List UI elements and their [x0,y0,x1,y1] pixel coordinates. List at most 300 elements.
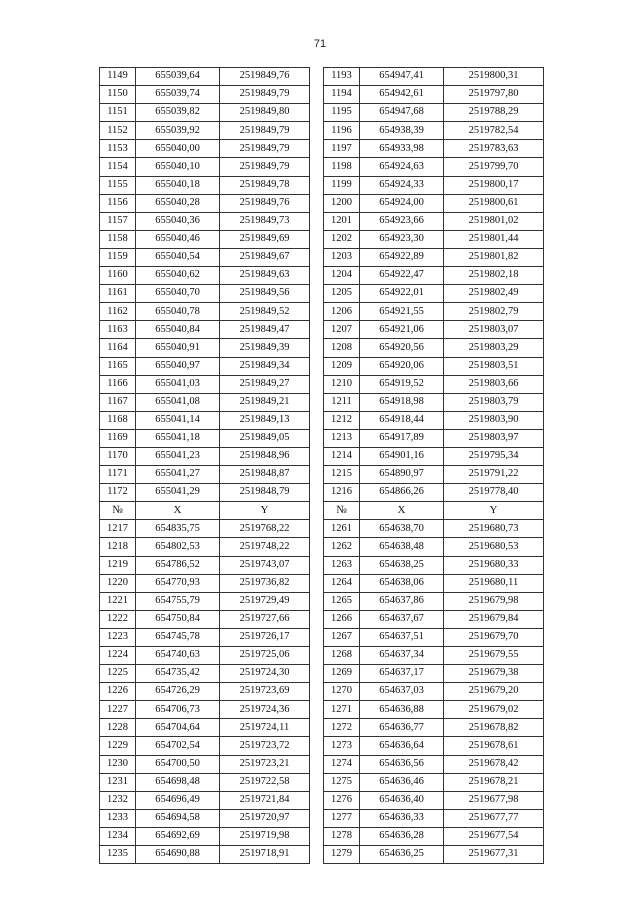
column-gap [310,140,324,158]
point-number-cell: 1227 [100,701,136,719]
table-row [100,86,544,104]
y-coordinate-cell: 2519803,07 [444,321,544,339]
y-coordinate-cell: 2519721,84 [220,791,310,809]
x-coordinate-cell: 654726,29 [136,683,220,701]
point-number-cell: 1193 [324,68,360,86]
table-row [100,484,544,502]
x-coordinate-cell: 654947,68 [360,104,444,122]
header-x: X [136,502,220,520]
column-gap [310,809,324,827]
point-number-cell: 1215 [324,466,360,484]
table-row [100,447,544,465]
x-coordinate-cell: 654922,01 [360,285,444,303]
x-coordinate-cell: 654750,84 [136,610,220,628]
x-coordinate-cell: 655039,64 [136,68,220,86]
y-coordinate-cell: 2519679,38 [444,665,544,683]
x-coordinate-cell: 654636,77 [360,719,444,737]
point-number-cell: 1270 [324,683,360,701]
x-coordinate-cell: 654636,40 [360,791,444,809]
y-coordinate-cell: 2519849,63 [220,267,310,285]
y-coordinate-cell: 2519768,22 [220,520,310,538]
y-coordinate-cell: 2519729,49 [220,592,310,610]
column-gap [310,665,324,683]
x-coordinate-cell: 654636,25 [360,846,444,864]
y-coordinate-cell: 2519677,98 [444,791,544,809]
x-coordinate-cell: 654636,28 [360,827,444,845]
x-coordinate-cell: 655040,00 [136,140,220,158]
y-coordinate-cell: 2519680,11 [444,574,544,592]
y-coordinate-cell: 2519849,34 [220,357,310,375]
table-row [100,140,544,158]
point-number-cell: 1275 [324,773,360,791]
point-number-cell: 1159 [100,248,136,266]
header-y: Y [220,502,310,520]
y-coordinate-cell: 2519719,98 [220,827,310,845]
y-coordinate-cell: 2519724,11 [220,719,310,737]
column-gap [310,484,324,502]
y-coordinate-cell: 2519748,22 [220,538,310,556]
x-coordinate-cell: 654920,06 [360,357,444,375]
x-coordinate-cell: 655041,14 [136,411,220,429]
y-coordinate-cell: 2519849,21 [220,393,310,411]
y-coordinate-cell: 2519677,31 [444,846,544,864]
x-coordinate-cell: 654923,30 [360,230,444,248]
column-gap [310,610,324,628]
x-coordinate-cell: 654696,49 [136,791,220,809]
x-coordinate-cell: 655040,36 [136,212,220,230]
x-coordinate-cell: 654637,67 [360,610,444,628]
x-coordinate-cell: 654638,06 [360,574,444,592]
point-number-cell: 1203 [324,248,360,266]
point-number-cell: 1218 [100,538,136,556]
x-coordinate-cell: 654755,79 [136,592,220,610]
point-number-cell: 1228 [100,719,136,737]
header-y: Y [444,502,544,520]
x-coordinate-cell: 654636,46 [360,773,444,791]
point-number-cell: 1171 [100,466,136,484]
table-row [100,665,544,683]
y-coordinate-cell: 2519679,20 [444,683,544,701]
table-row [100,104,544,122]
y-coordinate-cell: 2519800,61 [444,194,544,212]
point-number-cell: 1279 [324,846,360,864]
x-coordinate-cell: 655040,54 [136,248,220,266]
y-coordinate-cell: 2519800,17 [444,176,544,194]
point-number-cell: 1267 [324,628,360,646]
column-gap [310,68,324,86]
x-coordinate-cell: 655040,18 [136,176,220,194]
x-coordinate-cell: 654692,69 [136,827,220,845]
point-number-cell: 1217 [100,520,136,538]
column-gap [310,375,324,393]
point-number-cell: 1164 [100,339,136,357]
point-number-cell: 1152 [100,122,136,140]
column-gap [310,502,324,520]
table-row [100,809,544,827]
x-coordinate-cell: 654917,89 [360,429,444,447]
column-gap [310,285,324,303]
point-number-cell: 1172 [100,484,136,502]
y-coordinate-cell: 2519677,77 [444,809,544,827]
point-number-cell: 1198 [324,158,360,176]
y-coordinate-cell: 2519801,02 [444,212,544,230]
point-number-cell: 1271 [324,701,360,719]
point-number-cell: 1149 [100,68,136,86]
x-coordinate-cell: 654636,64 [360,737,444,755]
x-coordinate-cell: 654637,86 [360,592,444,610]
y-coordinate-cell: 2519791,22 [444,466,544,484]
table-row [100,846,544,864]
table-row [100,701,544,719]
x-coordinate-cell: 654637,17 [360,665,444,683]
x-coordinate-cell: 654938,39 [360,122,444,140]
y-coordinate-cell: 2519803,51 [444,357,544,375]
y-coordinate-cell: 2519679,55 [444,647,544,665]
y-coordinate-cell: 2519803,97 [444,429,544,447]
point-number-cell: 1170 [100,447,136,465]
y-coordinate-cell: 2519726,17 [220,628,310,646]
table-row [100,158,544,176]
point-number-cell: 1167 [100,393,136,411]
x-coordinate-cell: 654918,98 [360,393,444,411]
column-gap [310,357,324,375]
y-coordinate-cell: 2519800,31 [444,68,544,86]
point-number-cell: 1226 [100,683,136,701]
y-coordinate-cell: 2519797,80 [444,86,544,104]
coordinates-table [99,67,544,864]
point-number-cell: 1262 [324,538,360,556]
point-number-cell: 1264 [324,574,360,592]
y-coordinate-cell: 2519782,54 [444,122,544,140]
table-row [100,755,544,773]
column-gap [310,538,324,556]
y-coordinate-cell: 2519849,73 [220,212,310,230]
page-number: 71 [313,38,327,50]
point-number-cell: 1268 [324,647,360,665]
x-coordinate-cell: 655041,08 [136,393,220,411]
y-coordinate-cell: 2519802,49 [444,285,544,303]
x-coordinate-cell: 654918,44 [360,411,444,429]
column-gap [310,267,324,285]
column-gap [310,574,324,592]
column-gap [310,447,324,465]
column-gap [310,827,324,845]
y-coordinate-cell: 2519678,82 [444,719,544,737]
column-gap [310,104,324,122]
column-gap [310,429,324,447]
y-coordinate-cell: 2519849,39 [220,339,310,357]
point-number-cell: 1153 [100,140,136,158]
y-coordinate-cell: 2519849,79 [220,158,310,176]
column-gap [310,158,324,176]
y-coordinate-cell: 2519680,33 [444,556,544,574]
x-coordinate-cell: 655040,10 [136,158,220,176]
y-coordinate-cell: 2519849,13 [220,411,310,429]
y-coordinate-cell: 2519849,27 [220,375,310,393]
x-coordinate-cell: 654921,06 [360,321,444,339]
point-number-cell: 1150 [100,86,136,104]
point-number-cell: 1212 [324,411,360,429]
header-row [100,502,544,520]
column-gap [310,647,324,665]
y-coordinate-cell: 2519723,72 [220,737,310,755]
x-coordinate-cell: 654638,48 [360,538,444,556]
point-number-cell: 1158 [100,230,136,248]
y-coordinate-cell: 2519722,58 [220,773,310,791]
point-number-cell: 1168 [100,411,136,429]
table-row [100,719,544,737]
table-row [100,303,544,321]
y-coordinate-cell: 2519803,29 [444,339,544,357]
y-coordinate-cell: 2519802,79 [444,303,544,321]
table-row [100,610,544,628]
point-number-cell: 1219 [100,556,136,574]
column-gap [310,393,324,411]
point-number-cell: 1220 [100,574,136,592]
point-number-cell: 1261 [324,520,360,538]
point-number-cell: 1266 [324,610,360,628]
point-number-cell: 1162 [100,303,136,321]
table-row [100,411,544,429]
x-coordinate-cell: 654920,56 [360,339,444,357]
x-coordinate-cell: 654636,88 [360,701,444,719]
point-number-cell: 1202 [324,230,360,248]
table-row [100,230,544,248]
column-gap [310,230,324,248]
column-gap [310,411,324,429]
y-coordinate-cell: 2519778,40 [444,484,544,502]
x-coordinate-cell: 654704,64 [136,719,220,737]
y-coordinate-cell: 2519723,21 [220,755,310,773]
y-coordinate-cell: 2519849,67 [220,248,310,266]
x-coordinate-cell: 654924,33 [360,176,444,194]
x-coordinate-cell: 654735,42 [136,665,220,683]
x-coordinate-cell: 654637,51 [360,628,444,646]
x-coordinate-cell: 654901,16 [360,447,444,465]
x-coordinate-cell: 654947,41 [360,68,444,86]
table-row [100,176,544,194]
point-number-cell: 1272 [324,719,360,737]
point-number-cell: 1155 [100,176,136,194]
point-number-cell: 1194 [324,86,360,104]
x-coordinate-cell: 655040,91 [136,339,220,357]
y-coordinate-cell: 2519849,69 [220,230,310,248]
y-coordinate-cell: 2519795,34 [444,447,544,465]
x-coordinate-cell: 654636,33 [360,809,444,827]
point-number-cell: 1216 [324,484,360,502]
point-number-cell: 1160 [100,267,136,285]
table-row [100,737,544,755]
column-gap [310,791,324,809]
point-number-cell: 1211 [324,393,360,411]
y-coordinate-cell: 2519849,47 [220,321,310,339]
header-number: № [324,502,360,520]
point-number-cell: 1156 [100,194,136,212]
table-row [100,212,544,230]
x-coordinate-cell: 654933,98 [360,140,444,158]
y-coordinate-cell: 2519743,07 [220,556,310,574]
x-coordinate-cell: 654835,75 [136,520,220,538]
header-number: № [100,502,136,520]
table-row [100,574,544,592]
point-number-cell: 1233 [100,809,136,827]
column-gap [310,701,324,719]
x-coordinate-cell: 655040,97 [136,357,220,375]
point-number-cell: 1199 [324,176,360,194]
y-coordinate-cell: 2519736,82 [220,574,310,592]
x-coordinate-cell: 655040,78 [136,303,220,321]
point-number-cell: 1213 [324,429,360,447]
table-row [100,466,544,484]
table-row [100,122,544,140]
table-row [100,339,544,357]
y-coordinate-cell: 2519849,79 [220,140,310,158]
point-number-cell: 1197 [324,140,360,158]
point-number-cell: 1273 [324,737,360,755]
point-number-cell: 1214 [324,447,360,465]
x-coordinate-cell: 654786,52 [136,556,220,574]
x-coordinate-cell: 654638,70 [360,520,444,538]
table-row [100,248,544,266]
y-coordinate-cell: 2519725,06 [220,647,310,665]
x-coordinate-cell: 654802,53 [136,538,220,556]
table-row [100,321,544,339]
x-coordinate-cell: 654924,00 [360,194,444,212]
header-x: X [360,502,444,520]
point-number-cell: 1166 [100,375,136,393]
point-number-cell: 1205 [324,285,360,303]
y-coordinate-cell: 2519849,05 [220,429,310,447]
y-coordinate-cell: 2519788,29 [444,104,544,122]
y-coordinate-cell: 2519723,69 [220,683,310,701]
y-coordinate-cell: 2519724,36 [220,701,310,719]
point-number-cell: 1204 [324,267,360,285]
point-number-cell: 1276 [324,791,360,809]
column-gap [310,248,324,266]
x-coordinate-cell: 654702,54 [136,737,220,755]
x-coordinate-cell: 654638,25 [360,556,444,574]
table-row [100,647,544,665]
column-gap [310,719,324,737]
x-coordinate-cell: 654694,58 [136,809,220,827]
y-coordinate-cell: 2519678,61 [444,737,544,755]
y-coordinate-cell: 2519848,96 [220,447,310,465]
x-coordinate-cell: 654770,93 [136,574,220,592]
x-coordinate-cell: 655041,03 [136,375,220,393]
point-number-cell: 1196 [324,122,360,140]
x-coordinate-cell: 654700,50 [136,755,220,773]
point-number-cell: 1263 [324,556,360,574]
x-coordinate-cell: 654923,66 [360,212,444,230]
point-number-cell: 1274 [324,755,360,773]
x-coordinate-cell: 655040,28 [136,194,220,212]
point-number-cell: 1207 [324,321,360,339]
column-gap [310,737,324,755]
point-number-cell: 1265 [324,592,360,610]
point-number-cell: 1206 [324,303,360,321]
point-number-cell: 1229 [100,737,136,755]
point-number-cell: 1225 [100,665,136,683]
column-gap [310,628,324,646]
x-coordinate-cell: 655041,27 [136,466,220,484]
y-coordinate-cell: 2519849,56 [220,285,310,303]
x-coordinate-cell: 654924,63 [360,158,444,176]
y-coordinate-cell: 2519849,52 [220,303,310,321]
y-coordinate-cell: 2519803,66 [444,375,544,393]
x-coordinate-cell: 654740,63 [136,647,220,665]
y-coordinate-cell: 2519718,91 [220,846,310,864]
table-row [100,194,544,212]
x-coordinate-cell: 654690,88 [136,846,220,864]
table-row [100,68,544,86]
point-number-cell: 1278 [324,827,360,845]
x-coordinate-cell: 654942,61 [360,86,444,104]
table-row [100,791,544,809]
x-coordinate-cell: 654922,47 [360,267,444,285]
y-coordinate-cell: 2519849,79 [220,122,310,140]
x-coordinate-cell: 655041,23 [136,447,220,465]
point-number-cell: 1232 [100,791,136,809]
point-number-cell: 1209 [324,357,360,375]
x-coordinate-cell: 655040,46 [136,230,220,248]
table-row [100,357,544,375]
point-number-cell: 1165 [100,357,136,375]
y-coordinate-cell: 2519802,18 [444,267,544,285]
x-coordinate-cell: 654637,03 [360,683,444,701]
table-row [100,285,544,303]
point-number-cell: 1154 [100,158,136,176]
point-number-cell: 1169 [100,429,136,447]
y-coordinate-cell: 2519849,79 [220,86,310,104]
y-coordinate-cell: 2519677,54 [444,827,544,845]
column-gap [310,122,324,140]
y-coordinate-cell: 2519679,02 [444,701,544,719]
y-coordinate-cell: 2519727,66 [220,610,310,628]
x-coordinate-cell: 655039,74 [136,86,220,104]
x-coordinate-cell: 654921,55 [360,303,444,321]
coordinates-table-body [100,68,544,864]
point-number-cell: 1195 [324,104,360,122]
y-coordinate-cell: 2519803,90 [444,411,544,429]
column-gap [310,321,324,339]
x-coordinate-cell: 654890,97 [360,466,444,484]
y-coordinate-cell: 2519799,70 [444,158,544,176]
column-gap [310,755,324,773]
x-coordinate-cell: 655040,84 [136,321,220,339]
x-coordinate-cell: 654706,73 [136,701,220,719]
point-number-cell: 1231 [100,773,136,791]
table-row [100,556,544,574]
y-coordinate-cell: 2519783,63 [444,140,544,158]
point-number-cell: 1277 [324,809,360,827]
table-row [100,520,544,538]
x-coordinate-cell: 654919,52 [360,375,444,393]
column-gap [310,846,324,864]
y-coordinate-cell: 2519680,73 [444,520,544,538]
point-number-cell: 1201 [324,212,360,230]
y-coordinate-cell: 2519679,70 [444,628,544,646]
table-row [100,827,544,845]
point-number-cell: 1269 [324,665,360,683]
y-coordinate-cell: 2519803,79 [444,393,544,411]
point-number-cell: 1163 [100,321,136,339]
column-gap [310,556,324,574]
point-number-cell: 1224 [100,647,136,665]
column-gap [310,683,324,701]
x-coordinate-cell: 654745,78 [136,628,220,646]
y-coordinate-cell: 2519679,98 [444,592,544,610]
x-coordinate-cell: 654637,34 [360,647,444,665]
